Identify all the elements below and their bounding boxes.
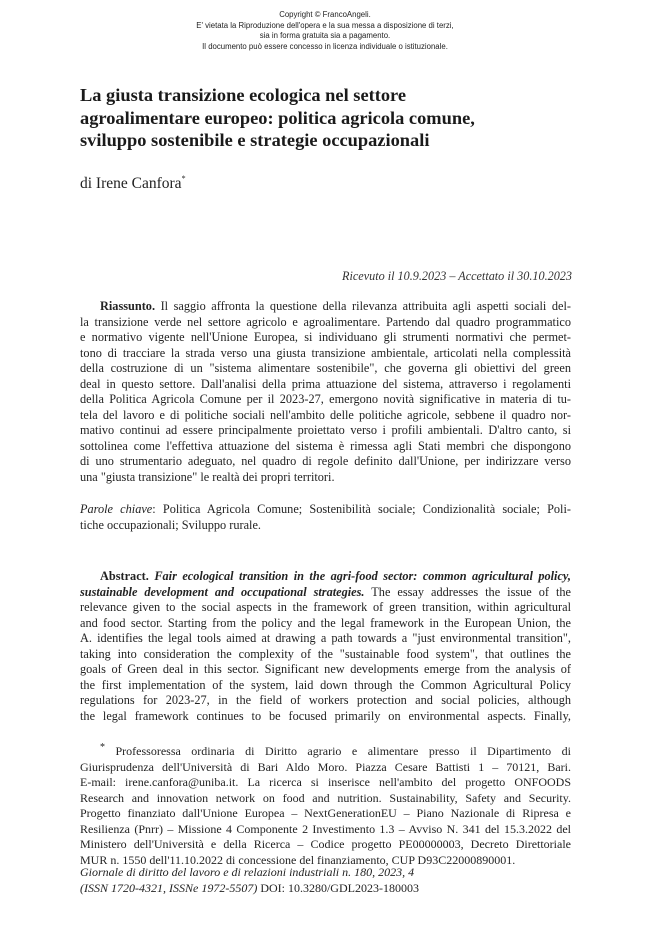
riassunto-paragraph	[80, 299, 571, 485]
copyright-line: Copyright © FrancoAngeli.	[279, 10, 371, 19]
copyright-notice	[80, 10, 570, 52]
abstract-line: goals of Green deal in this sector. Significant new developments emerge from the analysis of	[80, 662, 571, 676]
riassunto-line: della Politica Agricola Comune per il 2023-27, emergono novità significative in materia di tu-	[80, 392, 571, 406]
footnote-line: Progetto finanziato dall'Unione Europea – NextGenerationEU – Piano Nazionale di Ripresa e	[80, 806, 571, 820]
abstract-line: the legal framework continues to be focused primarily on environmental aspects. Finally,	[80, 708, 571, 723]
author-footnote	[80, 740, 571, 868]
footnote-marker: *	[100, 742, 105, 753]
abstract-line: the first implementation of the system, laid down through the Common Agricultural Policy	[80, 677, 571, 692]
author-name: di Irene Canfora	[80, 175, 182, 192]
journal-doi: DOI: 10.3280/GDL2023-180003	[257, 880, 419, 895]
riassunto-line: Riassunto. Il saggio affronta la questione della rilevanza attribuita agli aspetti sociali del-	[100, 299, 571, 313]
keywords-label: Parole chiave	[80, 502, 153, 516]
title-line: sviluppo sostenibile e strategie occupazionali	[80, 130, 430, 150]
abstract-line: A. identifies the legal tools aimed at drawing a path towards a "just environmental transition",	[80, 631, 571, 645]
journal-citation	[80, 865, 571, 896]
abstract-label: Abstract.	[100, 569, 149, 583]
riassunto-line: e normativo vigente nell'Unione Europea, si individuano gli strumenti normativi che permet-	[80, 330, 571, 344]
riassunto-line: mativo continui ad essere principalmente proiettato verso i profili ambientali. D'altro canto, si	[80, 423, 571, 437]
footnote-line: Resilienza (Pnrr) – Missione 4 Componente 2 Investimento 1.3 – Avviso N. 341 del 15.3.2022 del	[80, 821, 571, 836]
riassunto-line: tono di tracciare la strada verso una giusta transizione ambientale, articolati nella complessità	[80, 345, 571, 360]
abstract-english-title: Fair ecological transition in the agri-food sector: common agricultural policy,	[148, 569, 571, 583]
abstract-line	[80, 569, 571, 585]
riassunto-line: una "giusta transizione" le realtà dei propri territori.	[80, 469, 335, 484]
footnote-line: E-mail: irene.canfora@uniba.it. La ricerca si inserisce nell'ambito del progetto ONFOODS	[80, 775, 571, 789]
abstract-line: taking into consideration the complexity of the "sustainable food system", that outlines the	[80, 646, 571, 661]
riassunto-line: della costruzione di un "sistema alimentare sostenibile", che governa gli obiettivi del green	[80, 361, 571, 375]
copyright-line: sia in forma gratuita sia a pagamento.	[259, 31, 391, 40]
abstract-line: relevance given to the social aspects in the framework of green transition, within agricultural	[80, 600, 571, 614]
keywords-line: Parole chiave: Politica Agricola Comune; Sostenibilità sociale; Condizionalità sociale; Poli-	[80, 502, 571, 516]
journal-name: Giornale di diritto del lavoro e di relazioni industriali n. 180, 2023, 4	[80, 865, 415, 879]
footnote-line: Research and innovation network on food and nutrition. Sustainability, Safety and Security.	[80, 790, 571, 805]
footnote-line: Ministero dell'Università e della Ricerca – Codice progetto PE00000003, Decreto Direttoriale	[80, 837, 571, 851]
footnote-line: * Professoressa ordinaria di Diritto agrario e alimentare presso il Dipartimento di	[100, 742, 571, 758]
abstract-line: regulations for 2023-27, in the field of workers protection and social policies, although	[80, 693, 571, 707]
riassunto-line: sottolinea come l'effettiva attuazione del sistema è rimessa agli Stati membri che dispongono	[80, 438, 571, 453]
abstract-line: and food sector. Starting from the policy and the legal framework in the European Union, the	[80, 615, 571, 630]
title-line: agroalimentare europeo: politica agricola comune,	[80, 107, 475, 128]
riassunto-line: deal in questo settore. Dall'analisi della prima attuazione del sistema, attraverso i regolamenti	[80, 376, 571, 391]
riassunto-line: tela del lavoro e di politiche sociali nell'ambito delle politiche agricole, sebbene il quadro nor-	[80, 407, 571, 422]
title-line: La giusta transizione ecologica nel settore	[80, 85, 407, 105]
copyright-line: Il documento può essere concesso in licenza individuale o istituzionale.	[202, 41, 448, 51]
journal-issn-doi	[80, 881, 571, 897]
riassunto-line: di uno strumentario adeguato, nel quadro di regole definito dall'Unione, per indirizzare verso	[80, 454, 571, 468]
footnote-line: Giurisprudenza dell'Università di Bari Aldo Moro. Piazza Cesare Battisti 1 – 70121, Bari.	[80, 759, 571, 774]
journal-issn: (ISSN 1720-4321, ISSNe 1972-5507)	[80, 880, 258, 895]
footnote-line: MUR n. 1550 dell'11.10.2022 di concessione del finanziamento, CUP D93C22000890001.	[80, 852, 516, 867]
abstract-paragraph	[80, 569, 571, 724]
keywords-line: tiche occupazionali; Sviluppo rurale.	[80, 517, 261, 532]
copyright-line: E' vietata la Riproduzione dell'opera e la sua messa a disposizione di terzi,	[196, 20, 454, 30]
article-title	[80, 84, 580, 152]
received-accepted-dates: Ricevuto il 10.9.2023 – Accettato il 30.10.2023	[342, 269, 572, 283]
footnote-marker: *	[181, 174, 186, 183]
riassunto-line: la transizione verde nel settore agricolo e agroalimentare. Partendo dal quadro programmatico	[80, 314, 571, 329]
keywords-paragraph	[80, 502, 571, 533]
abstract-line: sustainable development and occupational strategies. The essay addresses the issue of the	[80, 584, 572, 599]
author-byline	[80, 174, 186, 193]
riassunto-label: Riassunto.	[100, 299, 156, 313]
